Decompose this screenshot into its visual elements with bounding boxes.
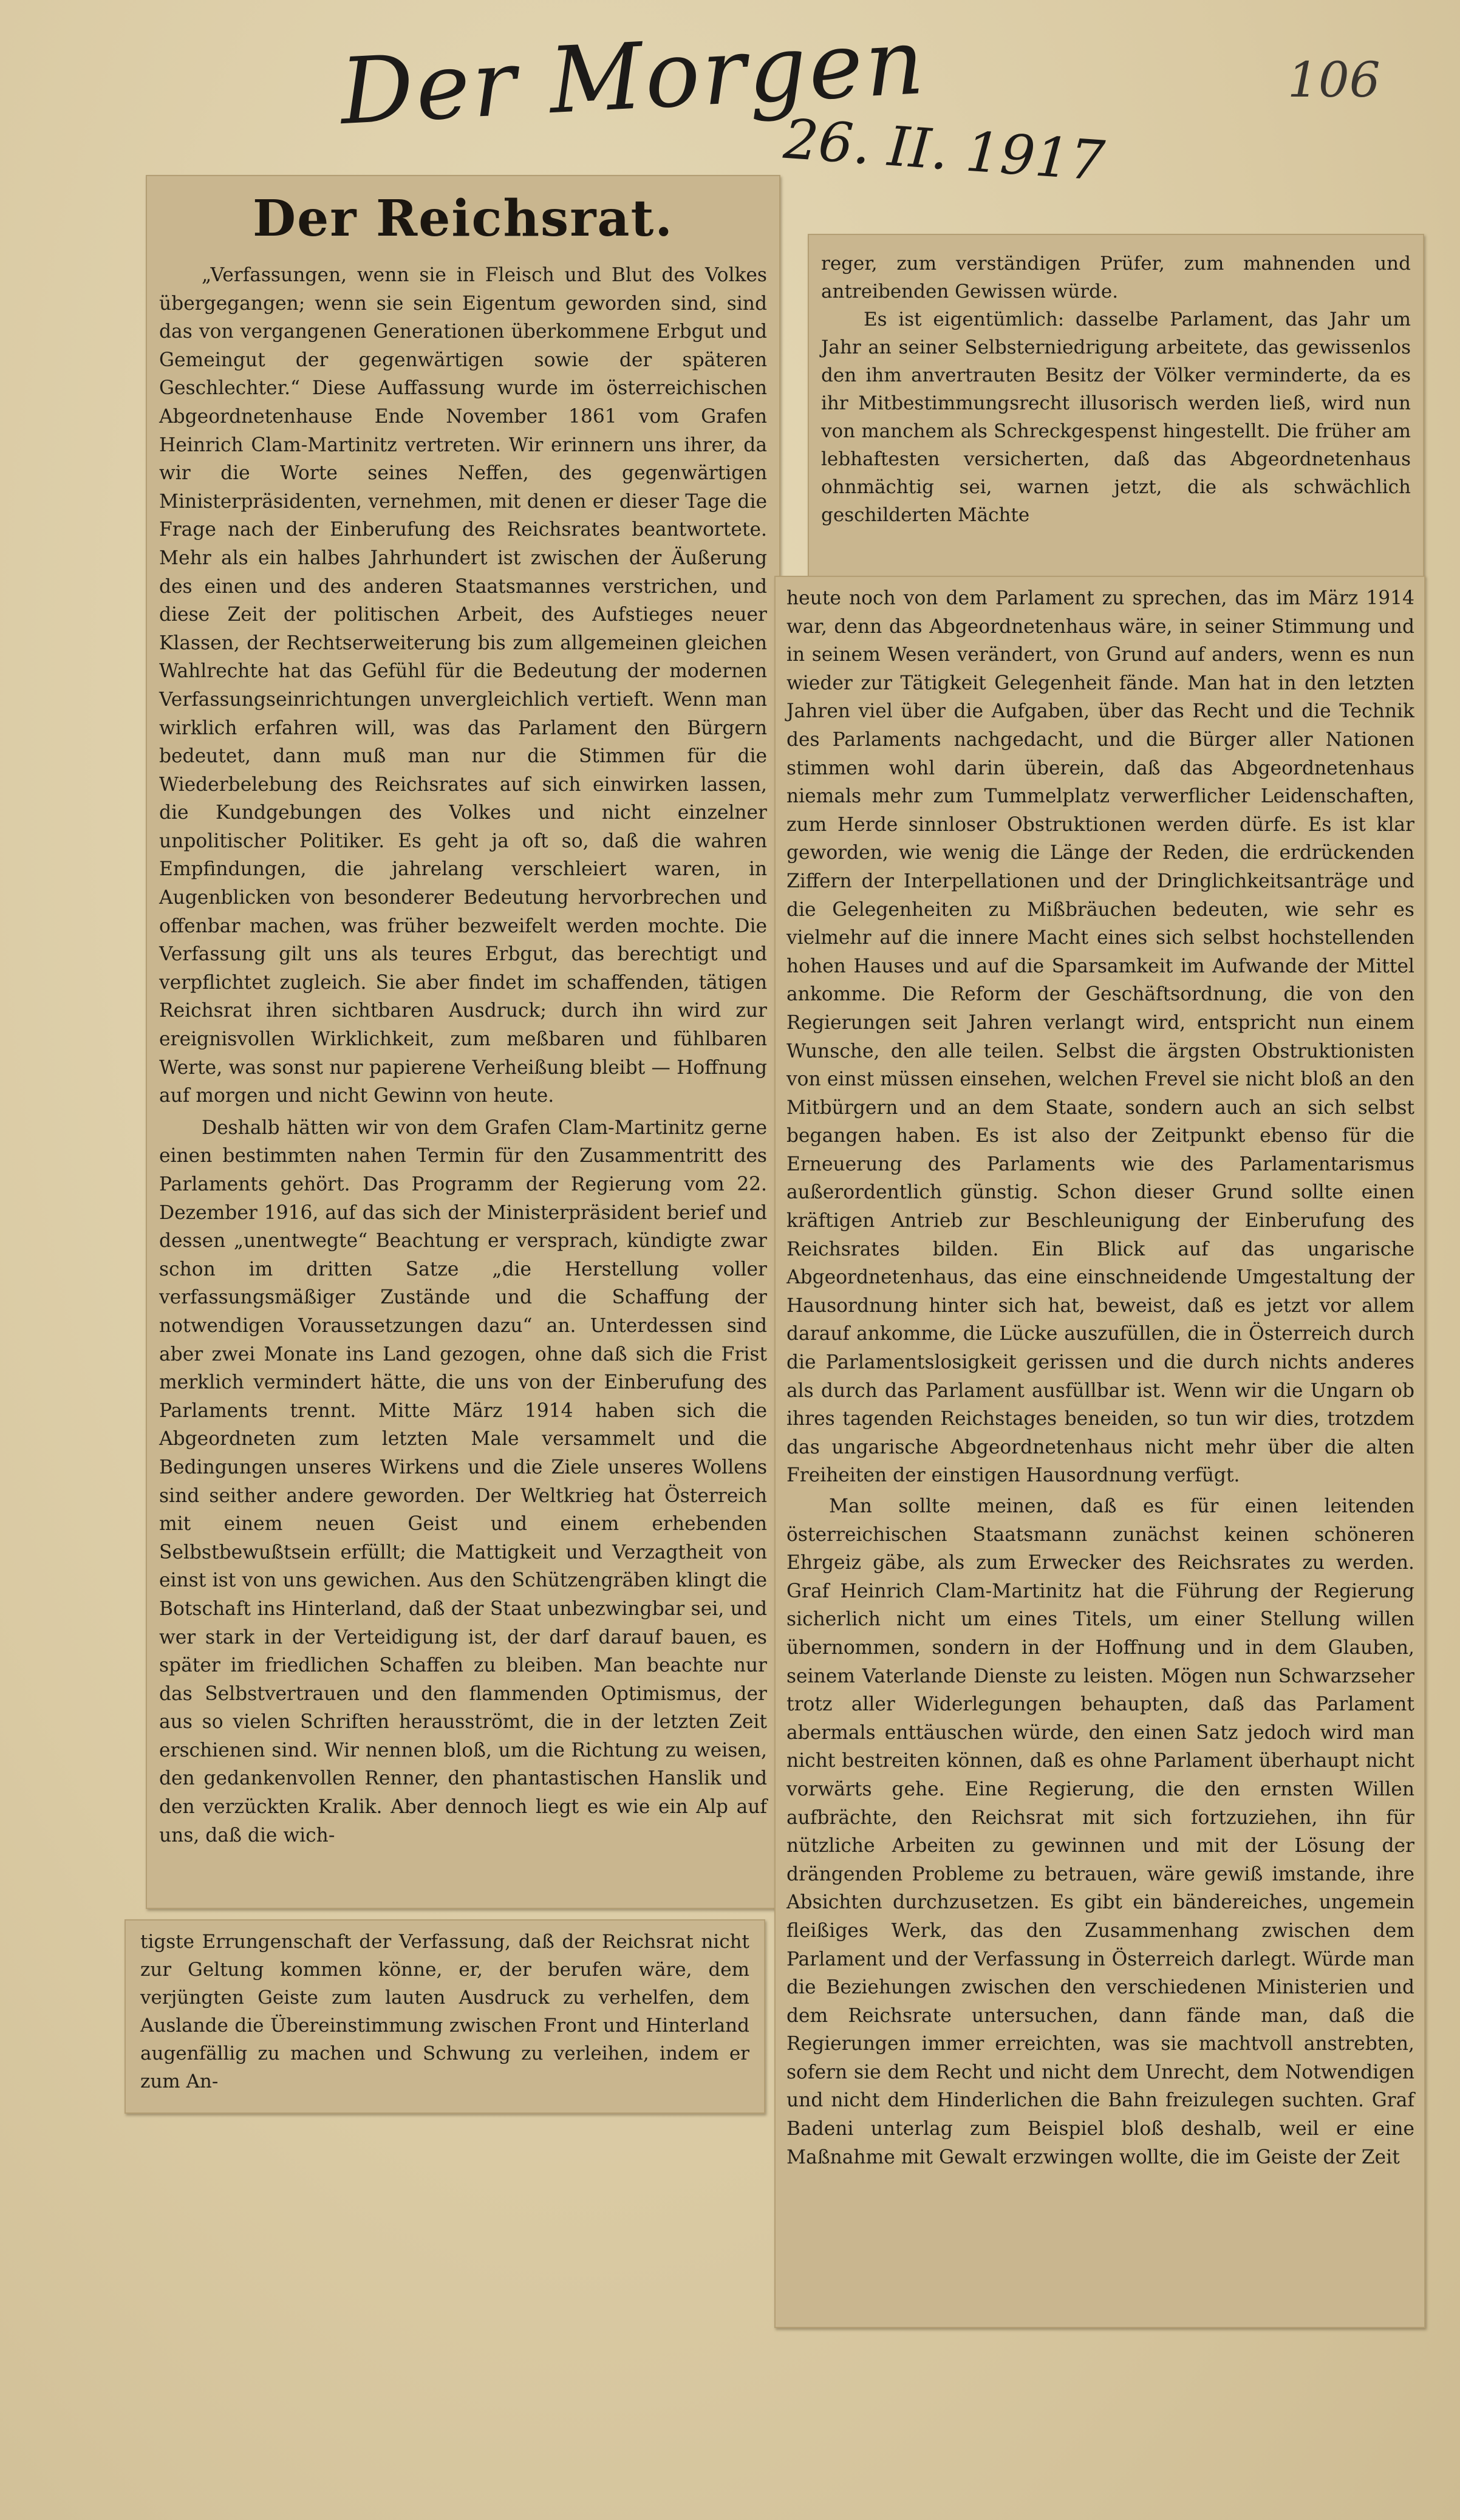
paragraph: Es ist eigentümlich: dasselbe Parlament, das Jahr um Jahr an seiner Selbsterniedrigung arbeitete, das gewissenlos den ihm anvertrauten Besitz der Völker verminderte, da es ihr Mitbestimmungsrecht illusorisch werden ließ, wird nun von manchem als Schreckgespenst hingestellt. Die früher am lebhaftesten versicherten, daß das Abgeordnetenhaus ohnmächtig sei, warnen jetzt, die als schwächlich geschilderten Mächte: [821, 309, 1411, 526]
paragraph: Man sollte meinen, daß es für einen leitenden österreichischen Staatsmann zunächst keinen schöneren Ehrgeiz gäbe, als zum Erwecker des Reichsrates zu werden. Graf Heinrich Clam-Martinitz hat die Führung der Regierung sicherlich nicht um eines Titels, um einer Stellung willen übernommen, sondern in der Hoffnung und in dem Glauben, seinem Vaterlande Dienste zu leisten. Mögen nun Schwarzseher trotz aller Widerlegungen behaupten, daß das Parlament abermals enttäuschen würde, den einen Satz jedoch wird man nicht bestreiten können, daß es ohne Parlament überhaupt nicht vorwärts gehe. Eine Regierung, die den ernsten Willen aufbrächte, den Reichsrat mit sich fortzuziehen, ihn für nützliche Arbeiten zu gewinnen und mit der Lösung der drängenden Probleme zu betrauen, wäre gewiß imstande, ihre Absichten durchzusetzen. Es gibt ein bändereiches, ungemein fleißiges Werk, das den Zusammenhang zwischen dem Parlament und der Verfassung in Österreich darlegt. Würde man die Beziehungen zwischen den verschiedenen Ministerien und dem Reichsrate untersuchen, dann fände man, daß die Regierungen immer erreichten, was sie machtvoll anstrebten, sofern sie dem Recht und nicht dem Unrecht, dem Notwendigen und nicht dem Hinderlichen die Bahn freizulegen suchten. Graf Badeni unterlag zum Beispiel bloß deshalb, weil er eine Maßnahme mit Gewalt erzwingen wollte, die im Geiste der Zeit: [786, 1495, 1414, 2168]
paragraph: reger, zum verständigen Prüfer, zum mahnenden und antreibenden Gewissen würde.: [821, 253, 1411, 302]
paragraph: tigste Errungenschaft der Verfassung, daß der Reichsrat nicht zur Geltung kommen könne, er, der berufen wäre, dem verjüngten Geiste zum lauten Ausdruck zu verhelfen, dem Auslande die Übereinstimmung zwischen Front und Hinterland augenfällig zu machen und Schwung zu verleihen, indem er zum An-: [140, 1931, 749, 2092]
paragraph: Deshalb hätten wir von dem Grafen Clam-Martinitz gerne einen bestimmten nahen Termin für den Zusammentritt des Parlaments gehört. Das Programm der Regierung vom 22. Dezember 1916, auf das sich der Ministerpräsident berief und dessen „unentwegte“ Beachtung er versprach, kündigte zwar schon im dritten Satze „die Herstellung voller verfassungsmäßiger Zustände und die Schaffung der notwendigen Voraussetzungen dazu“ an. Unterdessen sind aber zwei Monate ins Land gezogen, ohne daß sich die Frist merklich vermindert hätte, die uns von der Einberufung des Parlaments trennt. Mitte März 1914 haben sich die Abgeordneten zum letzten Male versammelt und die Bedingungen unseres Wirkens und die Ziele unseres Wollens sind seither andere geworden. Der Weltkrieg hat Österreich mit einem neuen Geist und einem erhebenden Selbstbewußtsein erfüllt; die Mattigkeit und Verzagtheit von einst ist von uns gewichen. Aus den Schützengräben klingt die Botschaft ins Hinterland, daß der Staat unbezwingbar sei, und wer stark in der Verteidigung ist, der darf darauf bauen, es später im friedlichen Schaffen zu bleiben. Man beachte nur das Selbstvertrauen und den flammenden Optimismus, der aus so vielen Schriften herausströmt, die in der letzten Zeit erschienen sind. Wir nennen bloß, um die Richtung zu weisen, den gedankenvollen Renner, den phantastischen Hanslik und den verzückten Kralik. Aber dennoch liegt es wie ein Alp auf uns, daß die wich-: [159, 1116, 767, 1846]
handwritten-masthead: Der Morgen: [338, 9, 929, 146]
paragraph: „Verfassungen, wenn sie in Fleisch und Blut des Volkes übergegangen; wenn sie sein Eigentum geworden sind, sind das von vergangenen Generationen überkommene Erbgut und Gemeingut der gegenwärtigen sowie der späteren Geschlechter.“ Diese Auffassung wurde im österreichischen Abgeordnetenhause Ende November 1861 vom Grafen Heinrich Clam-Martinitz vertreten. Wir erinnern uns ihrer, da wir die Worte seines Neffen, des gegenwärtigen Ministerpräsidenten, vernehmen, mit denen er dieser Tage die Frage nach der Einberufung des Reichsrates beantwortete. Mehr als ein halbes Jahrhundert ist zwischen der Äußerung des einen und des anderen Staatsmannes verstrichen, und diese Zeit der politischen Arbeit, des Aufstieges neuer Klassen, der Rechtserweiterung bis zum allgemeinen gleichen Wahlrechte hat das Gefühl für die Bedeutung der modernen Verfassungseinrichtungen unvergleichlich vertieft. Wenn man wirklich erfahren will, was das Parlament den Bürgern bedeutet, dann muß man nur die Stimmen für die Wiederbelebung des Reichsrates auf sich einwirken lassen, die Kundgebungen des Volkes und nicht einzelner unpolitischer Politiker. Es geht ja oft so, daß die wahren Empfindungen, die jahrelang verschleiert waren, in Augenblicken von besonderer Bedeutung hervorbrechen und offenbar machen, was früher bezweifelt werden mochte. Die Verfassung gilt uns als teures Erbgut, das berechtigt und verpflichtet zugleich. Sie aber findet im schaffenden, tätigen Reichsrat ihren sichtbaren Ausdruck; durch ihn wird zur ereignisvollen Wirklichkeit, zum meßbaren und fühlbaren Werte, was sonst nur papierene Verheißung bleibt — Hoffnung auf morgen und nicht Gewinn von heute.: [159, 264, 767, 1107]
clipping-column-1: [146, 175, 780, 1909]
clipping-column-2: [774, 576, 1425, 2328]
column-1-body: [159, 261, 767, 1849]
clipping-column-2-top: [808, 234, 1424, 577]
paragraph: heute noch von dem Parlament zu sprechen, das im März 1914 war, denn das Abgeordnetenhaus wäre, in seiner Stimmung und in seinem Wesen verändert, von Grund auf anders, wenn es nun wieder zur Tätigkeit Gelegenheit fände. Man hat in den letzten Jahren viel über die Aufgaben, über das Recht und die Technik des Parlaments nachgedacht, und die Bürger aller Nationen stimmen wohl darin überein, daß das Abgeordnetenhaus niemals mehr zum Tummelplatz verwerflicher Leidenschaften, zum Herde sinnloser Obstruktionen werden dürfe. Es ist klar geworden, wie wenig die Länge der Reden, die erdrückenden Ziffern der Interpellationen und der Dringlichkeitsanträge und die Gelegenheiten zu Mißbräuchen bedeuten, wie sehr es vielmehr auf die innere Macht eines sich selbst hochstellenden hohen Hauses und auf die Sparsamkeit im Aufwande der Mittel ankomme. Die Reform der Geschäftsordnung, die von den Regierungen seit Jahren verlangt wird, entspricht nun einem Wunsche, den alle teilen. Selbst die ärgsten Obstruktionisten von einst müssen einsehen, welchen Frevel sie nicht bloß an den Mitbürgern und an dem Staate, sondern auch an sich selbst begangen haben. Es ist also der Zeitpunkt ebenso für die Erneuerung des Parlaments wie des Parlamentarismus außerordentlich günstig. Schon dieser Grund sollte einen kräftigen Antrieb zur Beschleunigung der Einberufung des Reichsrates bilden. Ein Blick auf das ungarische Abgeordnetenhaus, das eine einschneidende Umgestaltung der Hausordnung hinter sich hat, beweist, daß es jetzt vor allem darauf ankomme, die Lücke auszufüllen, die in Österreich durch die Parlamentslosigkeit gerissen und die durch nichts anderes als durch das Parlament ausfüllbar ist. Wenn wir die Ungarn ob ihres tagenden Reichstages beneiden, so tun wir dies, trotzdem das ungarische Abgeordnetenhaus nicht mehr über die alten Freiheiten der einstigen Hausordnung verfügt.: [786, 587, 1414, 1487]
handwritten-date: 26. II. 1917: [781, 107, 1107, 194]
article-title: Der Reichsrat.: [253, 190, 674, 248]
folio-number: 106: [1288, 52, 1380, 108]
clipping-column-1-continued: [125, 1919, 765, 2114]
column-2-body: [786, 584, 1414, 2171]
column-1-continued-body: [140, 1928, 749, 2095]
column-2-top-body: [821, 250, 1411, 529]
